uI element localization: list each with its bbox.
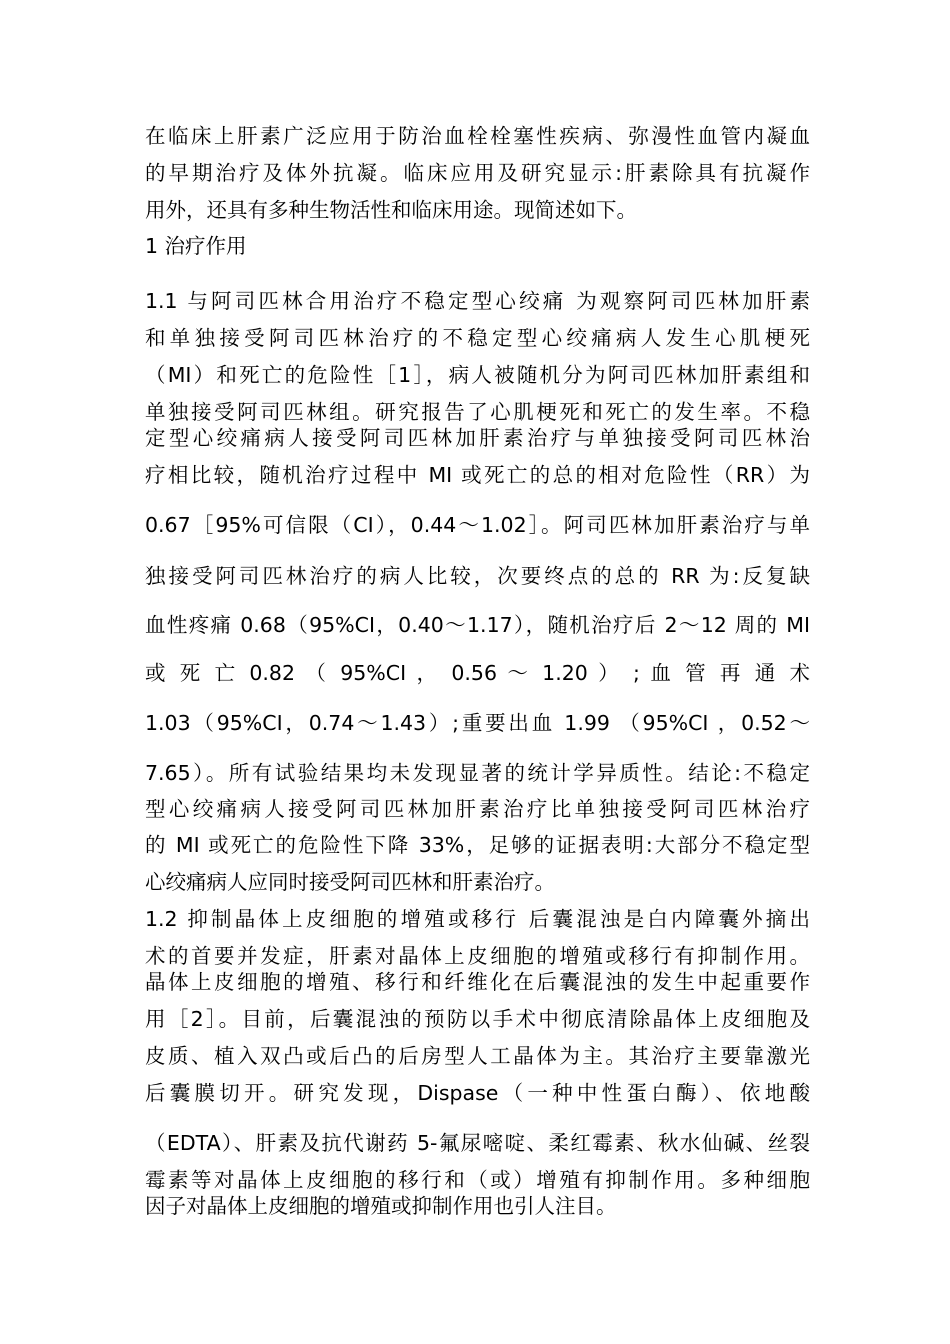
text-line: 或 死 亡 0.82 （ 95%CI ， 0.56 ～ 1.20 ） ; 血 管 再 通 术 [145, 661, 810, 685]
text-line: 的 MI 或死亡的危险性下降 33%，足够的证据表明:大部分不稳定型 [145, 833, 810, 857]
text-line: 血性疼痛 0.68（95%CI，0.40～1.17），随机治疗后 2～12 周的 MI [145, 613, 810, 637]
text-line: 1.1 与阿司匹林合用治疗不稳定型心绞痛 为观察阿司匹林加肝素 [145, 289, 810, 313]
text-line: （MI）和死亡的危险性［1］，病人被随机分为阿司匹林加肝素组和 [145, 363, 810, 387]
text-line: 疗相比较，随机治疗过程中 MI 或死亡的总的相对危险性（RR）为 [145, 463, 810, 487]
text-line: 单独接受阿司匹林组。研究报告了心肌梗死和死亡的发生率。不稳 [145, 400, 810, 424]
text-line: 后囊膜切开。研究发现，Dispase（一种中性蛋白酶）、依地酸 [145, 1081, 810, 1105]
text-line: 在临床上肝素广泛应用于防治血栓栓塞性疾病、弥漫性血管内凝血 [145, 124, 810, 148]
text-line: 1 治疗作用 [145, 234, 247, 258]
text-line: 定型心绞痛病人接受阿司匹林加肝素治疗与单独接受阿司匹林治 [145, 426, 810, 450]
text-line: 的早期治疗及体外抗凝。临床应用及研究显示:肝素除具有抗凝作 [145, 161, 810, 185]
text-line: 心绞痛病人应同时接受阿司匹林和肝素治疗。 [145, 870, 555, 894]
text-line: 和单独接受阿司匹林治疗的不稳定型心绞痛病人发生心肌梗死 [145, 326, 810, 350]
text-line: 霉素等对晶体上皮细胞的移行和（或）增殖有抑制作用。多种细胞 [145, 1168, 810, 1192]
text-line: 晶体上皮细胞的增殖、移行和纤维化在后囊混浊的发生中起重要作 [145, 970, 810, 994]
text-line: 7.65）。所有试验结果均未发现显著的统计学异质性。结论:不稳定 [145, 761, 810, 785]
text-line: 型心绞痛病人接受阿司匹林加肝素治疗比单独接受阿司匹林治疗 [145, 797, 810, 821]
text-line: 1.03（95%CI，0.74～1.43）;重要出血 1.99 （95%CI ，0.52～ [145, 711, 810, 735]
text-line: （EDTA）、肝素及抗代谢药 5-氟尿嘧啶、柔红霉素、秋水仙碱、丝裂 [145, 1131, 810, 1155]
text-line: 术的首要并发症，肝素对晶体上皮细胞的增殖或移行有抑制作用。 [145, 944, 810, 968]
text-line: 因子对晶体上皮细胞的增殖或抑制作用也引人注目。 [145, 1194, 617, 1218]
text-line: 用外，还具有多种生物活性和临床用途。现简述如下。 [145, 198, 637, 222]
text-line: 皮质、植入双凸或后凸的后房型人工晶体为主。其治疗主要靠激光 [145, 1044, 810, 1068]
text-line: 0.67［95%可信限（CI），0.44～1.02］。阿司匹林加肝素治疗与单 [145, 513, 810, 537]
text-line: 独接受阿司匹林治疗的病人比较，次要终点的总的 RR 为:反复缺 [145, 564, 810, 588]
text-line: 1.2 抑制晶体上皮细胞的增殖或移行 后囊混浊是白内障囊外摘出 [145, 907, 810, 931]
text-line: 用［2］。目前，后囊混浊的预防以手术中彻底清除晶体上皮细胞及 [145, 1007, 810, 1031]
